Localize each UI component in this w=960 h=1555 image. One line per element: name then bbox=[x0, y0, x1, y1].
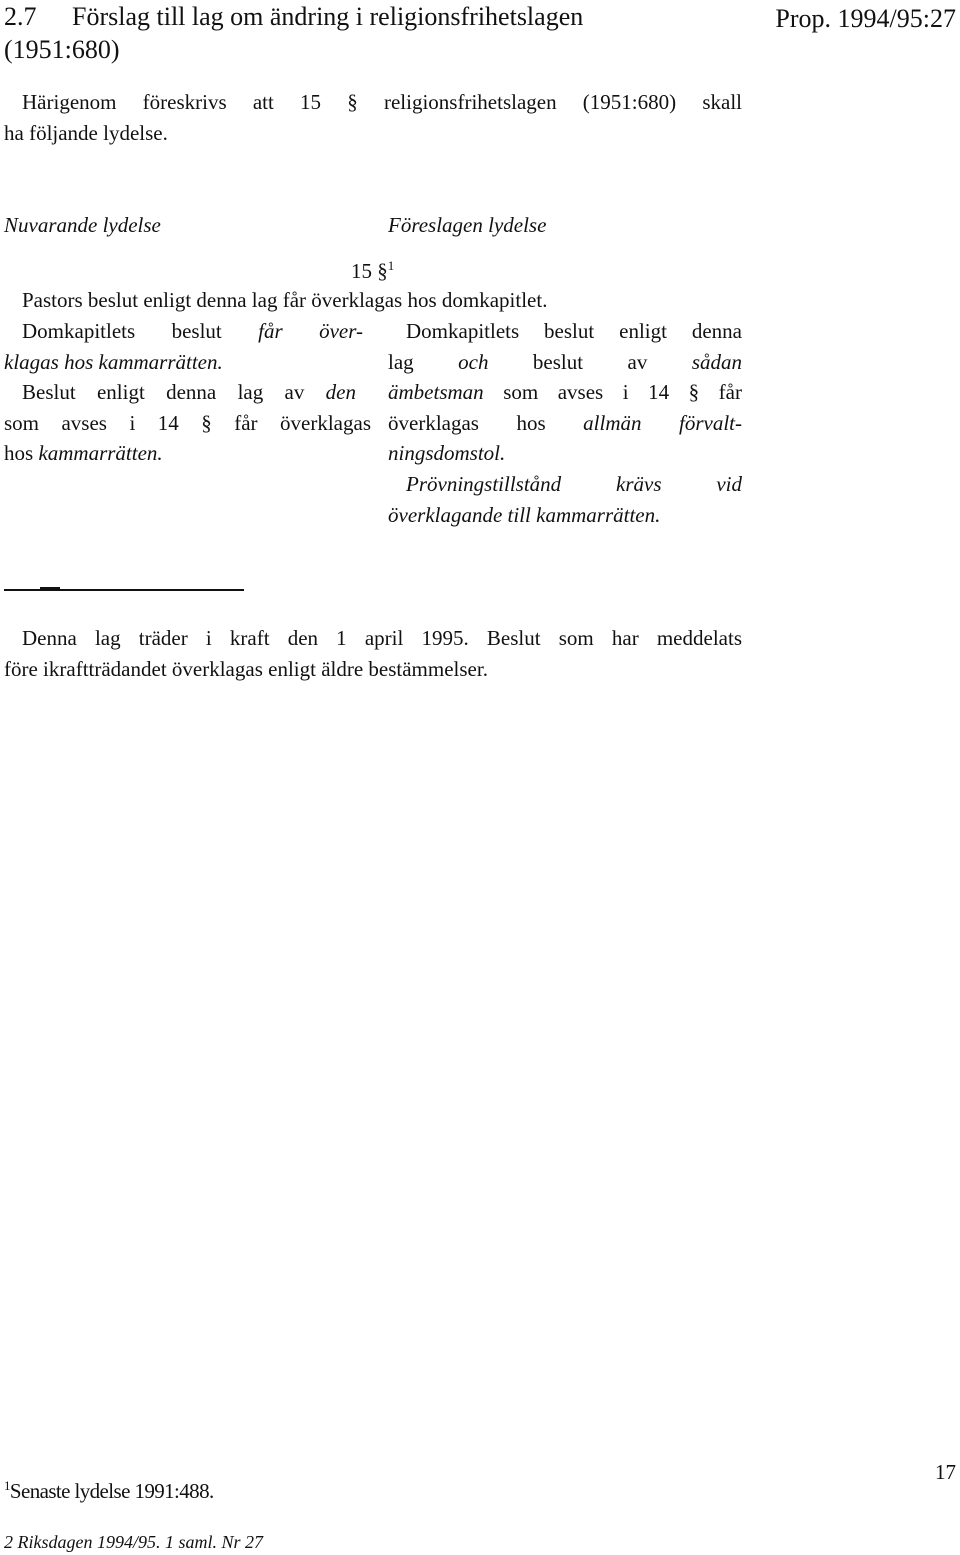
section-title: Förslag till lag om ändring i religionsfrihetslagen bbox=[72, 2, 584, 31]
intro-line-1: Härigenom föreskrivs att 15 § religionsfrihetslagen (1951:680) skall bbox=[22, 90, 742, 114]
proposed-line-6: Prövningstillstånd krävs vid bbox=[406, 472, 742, 496]
separator-rule bbox=[4, 589, 244, 591]
page-footer: 2 Riksdagen 1994/95. 1 saml. Nr 27 bbox=[4, 1532, 263, 1552]
footnote-reference: 1 bbox=[387, 258, 395, 273]
page-number: 17 bbox=[935, 1460, 956, 1484]
intro-line-2: ha följande lydelse. bbox=[4, 121, 168, 145]
current-wording-heading: Nuvarande lydelse bbox=[4, 213, 161, 237]
proposed-line-4: överklagas hos allmän förvalt- bbox=[388, 411, 742, 435]
current-line-4: som avses i 14 § får överklagas bbox=[4, 411, 371, 435]
paragraph-number: 15 §$^1$ bbox=[351, 258, 395, 283]
proposition-reference: Prop. 1994/95:27 bbox=[775, 4, 956, 33]
proposed-line-5: ningsdomstol. bbox=[388, 441, 506, 465]
section-title-continued: (1951:680) bbox=[4, 35, 120, 64]
proposed-line-2: lag och beslut av sådan bbox=[388, 350, 743, 374]
transition-line-2: före ikraftträdandet överklagas enligt äldre bestämmelser. bbox=[4, 657, 488, 681]
proposed-line-3: ämbetsman som avses i 14 § får bbox=[388, 380, 742, 404]
current-line-2: klagas hos kammarrätten. bbox=[4, 350, 223, 374]
shared-provision-line: Pastors beslut enligt denna lag får överklagas hos domkapitlet. bbox=[22, 288, 548, 312]
separator-mark bbox=[40, 587, 60, 589]
current-line-3: Beslut enligt denna lag av den bbox=[22, 380, 356, 404]
proposed-line-7: överklagande till kammarrätten. bbox=[388, 503, 661, 527]
current-line-5: hos kammarrätten. bbox=[4, 441, 163, 465]
proposed-line-1: Domkapitlets beslut enligt denna bbox=[406, 319, 742, 343]
proposed-wording-heading: Föreslagen lydelse bbox=[388, 213, 547, 237]
section-number: 2.7 bbox=[4, 2, 37, 31]
transition-line-1: Denna lag träder i kraft den 1 april 1995. Beslut som har meddelats bbox=[22, 626, 742, 650]
footnote: $^1$Senaste lydelse 1991:488. bbox=[4, 1478, 214, 1503]
footnote-mark: 1 bbox=[4, 1478, 10, 1493]
current-line-1: Domkapitlets beslut får över- bbox=[22, 319, 363, 343]
